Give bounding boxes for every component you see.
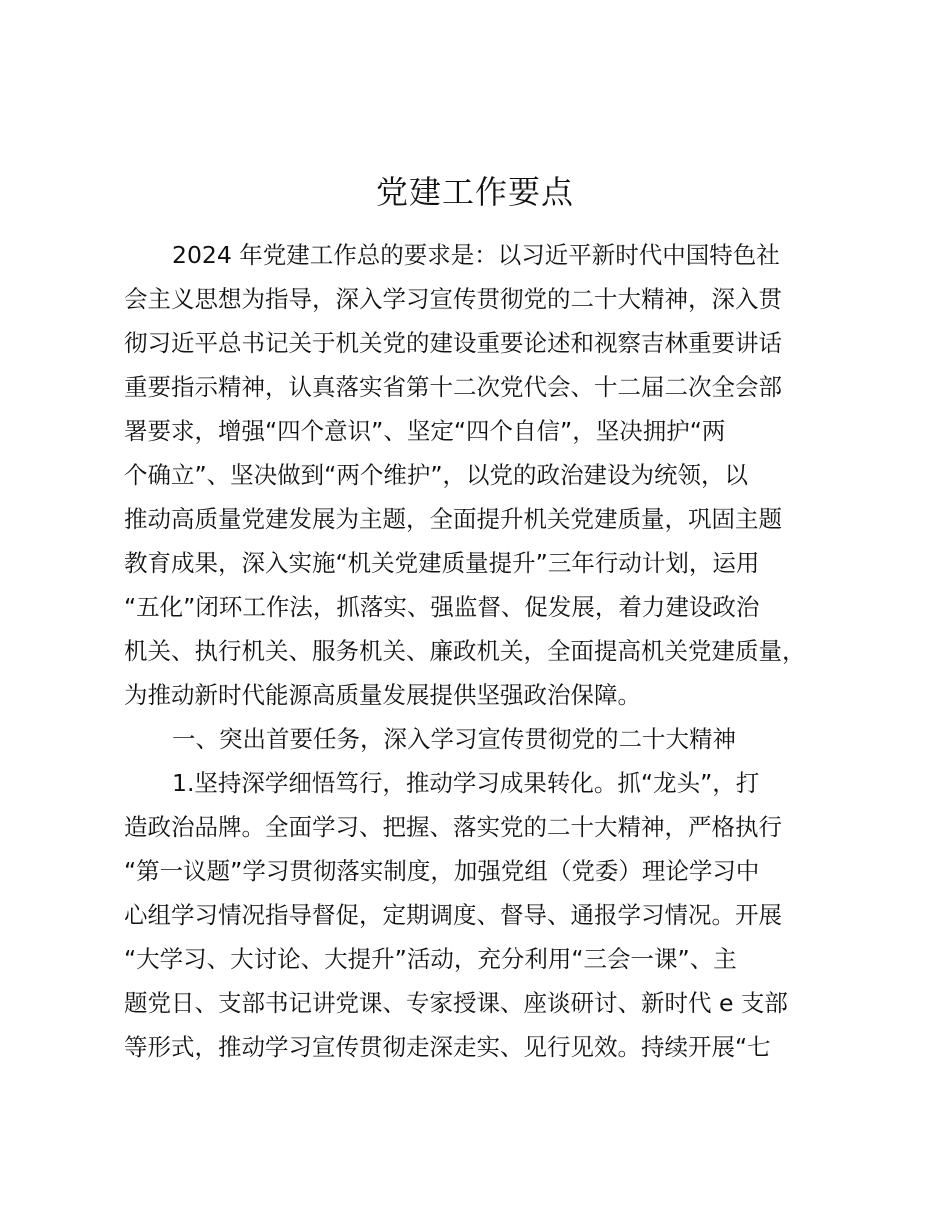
paragraph-line-14: 造政治品牌。全面学习、把握、落实党的二十大精神，严格执行 [124, 813, 782, 841]
paragraph-line-3: 彻习近平总书记关于机关党的建设重要论述和视察吉林重要讲话 [124, 329, 782, 357]
section-heading: 一、突出首要任务，深入学习宣传贯彻党的二十大精神 [172, 725, 736, 753]
paragraph-line-18: 题党日、支部书记讲党课、专家授课、座谈研讨、新时代 e 支部 [124, 989, 788, 1017]
paragraph-line-1: 2024 年党建工作总的要求是：以习近平新时代中国特色社 [172, 241, 780, 269]
paragraph-line-8: 教育成果，深入实施“机关党建质量提升”三年行动计划，运用 [124, 549, 760, 577]
paragraph-line-6: 个确立”、坚决做到“两个维护”，以党的政治建设为统领，以 [124, 461, 749, 489]
paragraph-line-5: 署要求，增强“四个意识”、坚定“四个自信”，坚决拥护“两 [124, 417, 726, 445]
document-body [124, 233, 844, 1069]
paragraph-line-10: 机关、执行机关、服务机关、廉政机关，全面提高机关党建质量， [124, 637, 806, 665]
paragraph-line-15: “第一议题”学习贯彻落实制度，加强党组（党委）理论学习中 [124, 857, 760, 885]
paragraph-line-16: 心组学习情况指导督促，定期调度、督导、通报学习情况。开展 [124, 901, 782, 929]
paragraph-line-17: “大学习、大讨论、大提升”活动，充分利用“三会一课”、主 [124, 945, 737, 973]
paragraph-line-13: 1.坚持深学细悟笃行，推动学习成果转化。抓“龙头”，打 [172, 769, 760, 797]
paragraph-line-11: 为推动新时代能源高质量发展提供坚强政治保障。 [124, 681, 641, 709]
paragraph-line-7: 推动高质量党建发展为主题，全面提升机关党建质量，巩固主题 [124, 505, 782, 533]
document-title: 党建工作要点 [375, 173, 574, 211]
paragraph-line-2: 会主义思想为指导，深入学习宣传贯彻党的二十大精神，深入贯 [124, 285, 782, 313]
paragraph-line-4: 重要指示精神，认真落实省第十二次党代会、十二届二次全会部 [124, 373, 782, 401]
paragraph-line-9: “五化”闭环工作法，抓落实、强监督、促发展，着力建设政治 [124, 593, 760, 621]
paragraph-line-19: 等形式，推动学习宣传贯彻走深走实、见行见效。持续开展“七 [124, 1033, 771, 1061]
